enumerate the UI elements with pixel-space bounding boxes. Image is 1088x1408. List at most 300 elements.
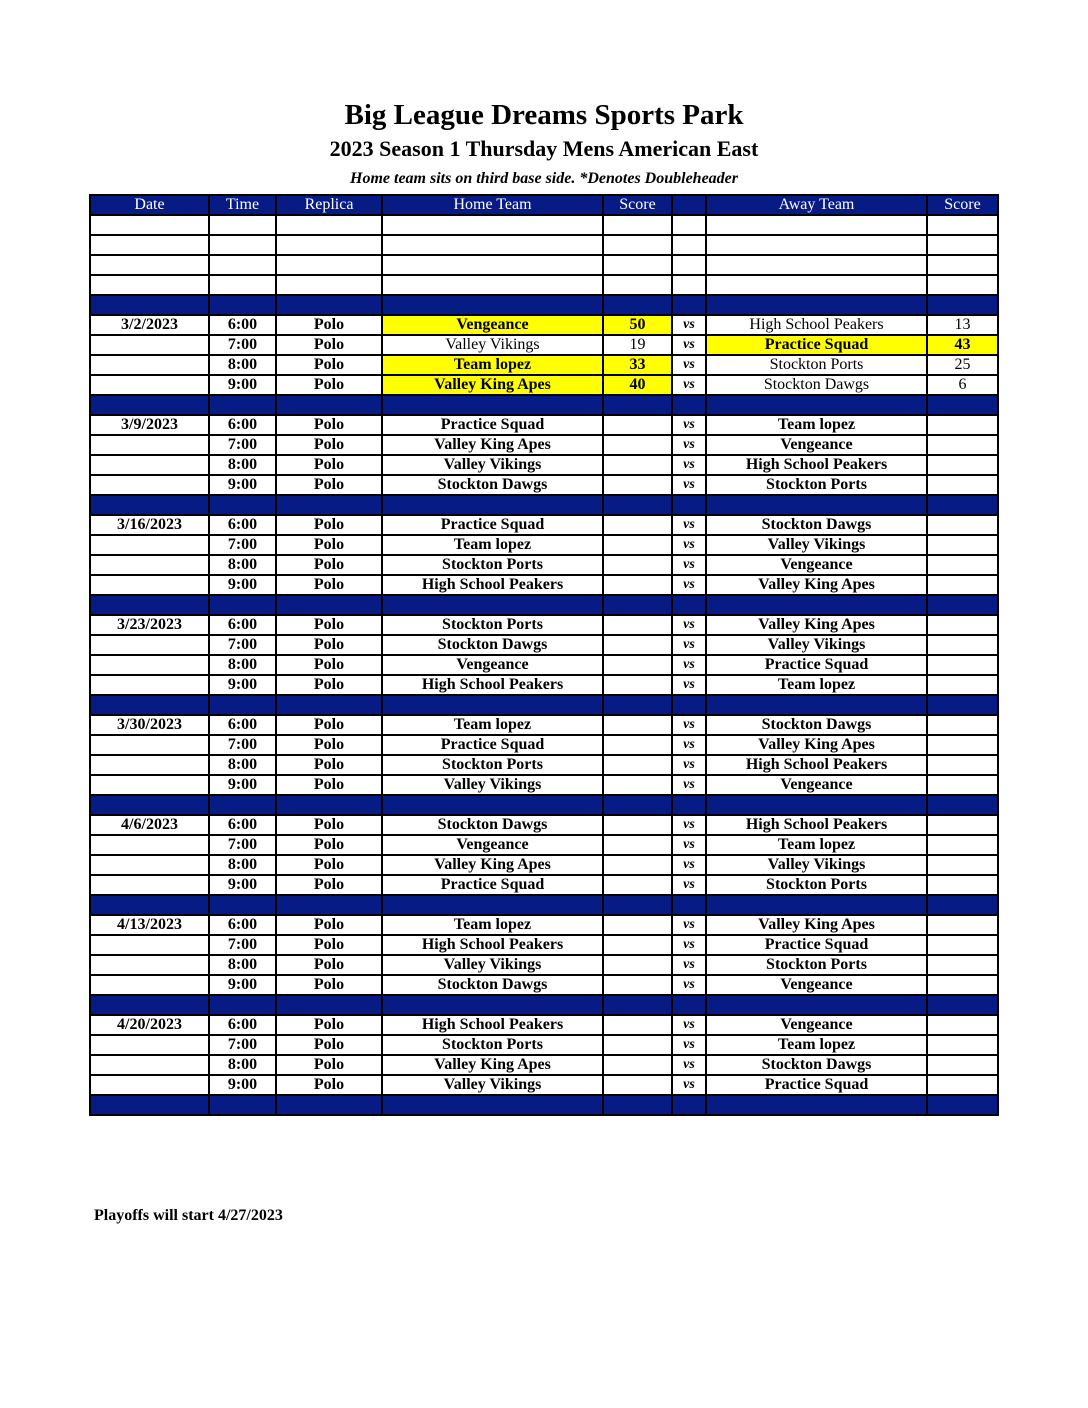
separator-cell	[927, 295, 998, 315]
game-field: Polo	[276, 615, 382, 635]
page-subtitle: 2023 Season 1 Thursday Mens American East	[329, 136, 759, 161]
separator-cell	[603, 995, 672, 1015]
col-header-vs	[672, 195, 706, 215]
separator-cell	[90, 595, 209, 615]
away-score: 43	[927, 335, 998, 355]
game-time: 8:00	[209, 655, 276, 675]
game-time: 7:00	[209, 435, 276, 455]
game-time: 8:00	[209, 755, 276, 775]
page-title: Big League Dreams Sports Park	[344, 99, 744, 131]
blank-cell	[382, 255, 603, 275]
game-date	[90, 535, 209, 555]
home-team: Vengeance	[382, 655, 603, 675]
separator-cell	[603, 495, 672, 515]
home-score	[603, 1035, 672, 1055]
playoffs-note: Playoffs will start 4/27/2023	[94, 1207, 283, 1224]
game-date	[90, 635, 209, 655]
game-field: Polo	[276, 335, 382, 355]
vs-label: vs	[672, 915, 706, 935]
separator-cell	[927, 395, 998, 415]
separator-row	[90, 895, 998, 915]
game-row	[90, 555, 998, 575]
home-score	[603, 975, 672, 995]
away-team: Practice Squad	[706, 1075, 927, 1095]
home-score	[603, 955, 672, 975]
vs-label: vs	[672, 515, 706, 535]
game-row	[90, 515, 998, 535]
blank-cell	[706, 275, 927, 295]
home-score	[603, 1075, 672, 1095]
vs-label: vs	[672, 455, 706, 475]
home-score	[603, 1015, 672, 1035]
game-field: Polo	[276, 855, 382, 875]
game-date	[90, 1075, 209, 1095]
game-time: 6:00	[209, 315, 276, 335]
home-team: Stockton Dawgs	[382, 635, 603, 655]
separator-cell	[672, 895, 706, 915]
home-score	[603, 875, 672, 895]
blank-cell	[382, 275, 603, 295]
away-score	[927, 875, 998, 895]
separator-cell	[927, 595, 998, 615]
home-team: Valley Vikings	[382, 1075, 603, 1095]
blank-cell	[927, 255, 998, 275]
home-team: High School Peakers	[382, 935, 603, 955]
game-field: Polo	[276, 835, 382, 855]
blank-row	[90, 215, 998, 235]
home-team: High School Peakers	[382, 675, 603, 695]
game-row	[90, 935, 998, 955]
away-team: Stockton Dawgs	[706, 515, 927, 535]
home-score: 50	[603, 315, 672, 335]
home-score	[603, 735, 672, 755]
vs-label: vs	[672, 735, 706, 755]
separator-cell	[927, 495, 998, 515]
game-date	[90, 435, 209, 455]
away-team: Practice Squad	[706, 655, 927, 675]
home-team: Team lopez	[382, 915, 603, 935]
schedule-table	[89, 194, 999, 1116]
blank-cell	[603, 275, 672, 295]
game-row	[90, 615, 998, 635]
game-time: 7:00	[209, 935, 276, 955]
game-date	[90, 455, 209, 475]
game-field: Polo	[276, 735, 382, 755]
game-time: 7:00	[209, 335, 276, 355]
away-score	[927, 1015, 998, 1035]
game-row	[90, 435, 998, 455]
home-score	[603, 755, 672, 775]
game-time: 7:00	[209, 835, 276, 855]
home-team: Practice Squad	[382, 875, 603, 895]
game-field: Polo	[276, 315, 382, 335]
home-team: Vengeance	[382, 315, 603, 335]
vs-label: vs	[672, 1075, 706, 1095]
separator-cell	[706, 495, 927, 515]
separator-cell	[672, 395, 706, 415]
blank-cell	[672, 275, 706, 295]
away-score	[927, 1035, 998, 1055]
game-row	[90, 335, 998, 355]
game-time: 9:00	[209, 575, 276, 595]
home-score: 40	[603, 375, 672, 395]
vs-label: vs	[672, 755, 706, 775]
vs-label: vs	[672, 315, 706, 335]
blank-cell	[672, 235, 706, 255]
game-field: Polo	[276, 775, 382, 795]
vs-label: vs	[672, 1055, 706, 1075]
away-score	[927, 415, 998, 435]
home-score	[603, 855, 672, 875]
game-time: 8:00	[209, 855, 276, 875]
separator-cell	[603, 395, 672, 415]
game-date	[90, 935, 209, 955]
game-field: Polo	[276, 935, 382, 955]
separator-cell	[706, 395, 927, 415]
game-date	[90, 335, 209, 355]
game-field: Polo	[276, 515, 382, 535]
separator-cell	[706, 595, 927, 615]
separator-cell	[706, 695, 927, 715]
game-date	[90, 1035, 209, 1055]
separator-cell	[90, 295, 209, 315]
home-team: Practice Squad	[382, 515, 603, 535]
away-score	[927, 455, 998, 475]
game-field: Polo	[276, 955, 382, 975]
away-team: Stockton Dawgs	[706, 375, 927, 395]
away-score	[927, 435, 998, 455]
vs-label: vs	[672, 575, 706, 595]
game-date: 3/30/2023	[90, 715, 209, 735]
home-score	[603, 415, 672, 435]
away-score	[927, 1075, 998, 1095]
vs-label: vs	[672, 355, 706, 375]
separator-cell	[209, 895, 276, 915]
separator-cell	[672, 795, 706, 815]
game-field: Polo	[276, 675, 382, 695]
game-time: 7:00	[209, 535, 276, 555]
vs-label: vs	[672, 635, 706, 655]
home-score: 33	[603, 355, 672, 375]
game-date	[90, 855, 209, 875]
separator-cell	[706, 1095, 927, 1115]
blank-cell	[90, 215, 209, 235]
blank-cell	[706, 255, 927, 275]
separator-cell	[706, 295, 927, 315]
game-field: Polo	[276, 575, 382, 595]
game-time: 8:00	[209, 555, 276, 575]
home-team: Stockton Ports	[382, 615, 603, 635]
game-field: Polo	[276, 1015, 382, 1035]
game-field: Polo	[276, 1035, 382, 1055]
game-row	[90, 355, 998, 375]
separator-cell	[603, 295, 672, 315]
away-score	[927, 635, 998, 655]
vs-label: vs	[672, 615, 706, 635]
game-date	[90, 675, 209, 695]
blank-cell	[276, 255, 382, 275]
away-team: Stockton Ports	[706, 475, 927, 495]
game-time: 8:00	[209, 355, 276, 375]
away-team: Stockton Dawgs	[706, 1055, 927, 1075]
vs-label: vs	[672, 815, 706, 835]
home-score	[603, 575, 672, 595]
game-date	[90, 475, 209, 495]
game-date	[90, 975, 209, 995]
separator-cell	[382, 495, 603, 515]
home-score	[603, 615, 672, 635]
game-field: Polo	[276, 1075, 382, 1095]
game-time: 6:00	[209, 1015, 276, 1035]
game-date	[90, 835, 209, 855]
home-score	[603, 555, 672, 575]
away-score: 13	[927, 315, 998, 335]
away-team: Valley Vikings	[706, 535, 927, 555]
game-field: Polo	[276, 755, 382, 775]
home-score	[603, 935, 672, 955]
game-date	[90, 375, 209, 395]
game-date	[90, 955, 209, 975]
separator-cell	[382, 695, 603, 715]
separator-cell	[382, 395, 603, 415]
home-team: Stockton Dawgs	[382, 975, 603, 995]
separator-row	[90, 495, 998, 515]
home-team: Team lopez	[382, 715, 603, 735]
away-team: Stockton Ports	[706, 875, 927, 895]
game-date: 4/20/2023	[90, 1015, 209, 1035]
game-row	[90, 315, 998, 335]
away-team: Stockton Dawgs	[706, 715, 927, 735]
separator-cell	[706, 795, 927, 815]
col-header-time: Time	[209, 195, 276, 215]
home-score	[603, 435, 672, 455]
game-row	[90, 475, 998, 495]
game-row	[90, 675, 998, 695]
home-score	[603, 915, 672, 935]
game-time: 8:00	[209, 455, 276, 475]
vs-label: vs	[672, 655, 706, 675]
home-team: Valley Vikings	[382, 775, 603, 795]
game-row	[90, 755, 998, 775]
game-field: Polo	[276, 355, 382, 375]
away-score	[927, 735, 998, 755]
home-score	[603, 535, 672, 555]
away-team: Team lopez	[706, 835, 927, 855]
game-row	[90, 1075, 998, 1095]
table-header-row	[90, 195, 998, 215]
home-team: Valley Vikings	[382, 335, 603, 355]
game-field: Polo	[276, 635, 382, 655]
home-team: Practice Squad	[382, 735, 603, 755]
vs-label: vs	[672, 335, 706, 355]
away-score	[927, 755, 998, 775]
separator-cell	[276, 995, 382, 1015]
game-time: 9:00	[209, 675, 276, 695]
game-field: Polo	[276, 415, 382, 435]
game-date: 3/23/2023	[90, 615, 209, 635]
vs-label: vs	[672, 875, 706, 895]
game-field: Polo	[276, 455, 382, 475]
game-row	[90, 1055, 998, 1075]
separator-cell	[382, 595, 603, 615]
separator-row	[90, 295, 998, 315]
separator-cell	[382, 1095, 603, 1115]
away-team: Team lopez	[706, 415, 927, 435]
game-time: 9:00	[209, 375, 276, 395]
home-score	[603, 515, 672, 535]
home-team: Stockton Ports	[382, 1035, 603, 1055]
vs-label: vs	[672, 955, 706, 975]
separator-cell	[603, 595, 672, 615]
separator-cell	[672, 295, 706, 315]
home-score	[603, 815, 672, 835]
separator-cell	[706, 895, 927, 915]
blank-cell	[90, 255, 209, 275]
game-field: Polo	[276, 655, 382, 675]
vs-label: vs	[672, 1015, 706, 1035]
separator-cell	[90, 995, 209, 1015]
game-date: 4/13/2023	[90, 915, 209, 935]
game-row	[90, 775, 998, 795]
game-time: 9:00	[209, 775, 276, 795]
away-score	[927, 575, 998, 595]
separator-cell	[209, 395, 276, 415]
blank-cell	[209, 235, 276, 255]
home-score	[603, 635, 672, 655]
home-score	[603, 775, 672, 795]
game-date	[90, 355, 209, 375]
game-field: Polo	[276, 375, 382, 395]
game-date	[90, 875, 209, 895]
game-date: 3/9/2023	[90, 415, 209, 435]
separator-cell	[276, 1095, 382, 1115]
home-team: Valley King Apes	[382, 855, 603, 875]
away-team: Stockton Ports	[706, 355, 927, 375]
game-field: Polo	[276, 815, 382, 835]
vs-label: vs	[672, 1035, 706, 1055]
game-time: 6:00	[209, 915, 276, 935]
game-row	[90, 1035, 998, 1055]
away-score	[927, 815, 998, 835]
away-score: 25	[927, 355, 998, 375]
game-date	[90, 555, 209, 575]
vs-label: vs	[672, 475, 706, 495]
separator-cell	[672, 1095, 706, 1115]
game-row	[90, 855, 998, 875]
separator-cell	[276, 595, 382, 615]
away-team: Practice Squad	[706, 935, 927, 955]
away-team: Team lopez	[706, 1035, 927, 1055]
game-date: 3/2/2023	[90, 315, 209, 335]
away-team: Vengeance	[706, 1015, 927, 1035]
home-team: Valley Vikings	[382, 455, 603, 475]
away-team: Practice Squad	[706, 335, 927, 355]
game-row	[90, 455, 998, 475]
away-score	[927, 515, 998, 535]
col-header-home-score: Score	[603, 195, 672, 215]
home-team: Team lopez	[382, 355, 603, 375]
game-date	[90, 775, 209, 795]
separator-cell	[276, 395, 382, 415]
blank-cell	[382, 215, 603, 235]
game-row	[90, 635, 998, 655]
col-header-replica: Replica	[276, 195, 382, 215]
separator-cell	[672, 995, 706, 1015]
game-row	[90, 975, 998, 995]
away-team: Vengeance	[706, 555, 927, 575]
blank-cell	[382, 235, 603, 255]
blank-row	[90, 235, 998, 255]
away-team: High School Peakers	[706, 455, 927, 475]
away-score	[927, 835, 998, 855]
game-row	[90, 715, 998, 735]
blank-row	[90, 255, 998, 275]
separator-cell	[276, 895, 382, 915]
vs-label: vs	[672, 975, 706, 995]
blank-cell	[706, 215, 927, 235]
blank-cell	[672, 215, 706, 235]
separator-cell	[382, 295, 603, 315]
game-row	[90, 875, 998, 895]
home-team: Valley Vikings	[382, 955, 603, 975]
vs-label: vs	[672, 415, 706, 435]
home-score	[603, 655, 672, 675]
blank-cell	[276, 235, 382, 255]
away-team: High School Peakers	[706, 755, 927, 775]
separator-cell	[276, 495, 382, 515]
separator-cell	[90, 495, 209, 515]
away-team: Vengeance	[706, 435, 927, 455]
separator-cell	[603, 895, 672, 915]
separator-cell	[276, 795, 382, 815]
home-score	[603, 715, 672, 735]
schedule-body	[90, 215, 998, 1115]
home-team: High School Peakers	[382, 575, 603, 595]
home-team: Stockton Ports	[382, 755, 603, 775]
away-team: Vengeance	[706, 975, 927, 995]
home-team: Stockton Dawgs	[382, 815, 603, 835]
game-date	[90, 735, 209, 755]
vs-label: vs	[672, 935, 706, 955]
separator-cell	[382, 895, 603, 915]
away-team: High School Peakers	[706, 315, 927, 335]
away-score	[927, 915, 998, 935]
game-row	[90, 415, 998, 435]
home-team: High School Peakers	[382, 1015, 603, 1035]
separator-cell	[672, 495, 706, 515]
blank-cell	[927, 235, 998, 255]
game-field: Polo	[276, 475, 382, 495]
away-score	[927, 475, 998, 495]
game-row	[90, 575, 998, 595]
separator-cell	[927, 795, 998, 815]
away-team: High School Peakers	[706, 815, 927, 835]
separator-cell	[90, 895, 209, 915]
separator-cell	[276, 295, 382, 315]
vs-label: vs	[672, 535, 706, 555]
separator-cell	[382, 795, 603, 815]
away-score	[927, 775, 998, 795]
home-score	[603, 455, 672, 475]
blank-cell	[209, 275, 276, 295]
separator-cell	[706, 995, 927, 1015]
separator-cell	[927, 895, 998, 915]
col-header-date: Date	[90, 195, 209, 215]
separator-cell	[90, 795, 209, 815]
away-score	[927, 555, 998, 575]
separator-cell	[209, 495, 276, 515]
separator-cell	[209, 295, 276, 315]
